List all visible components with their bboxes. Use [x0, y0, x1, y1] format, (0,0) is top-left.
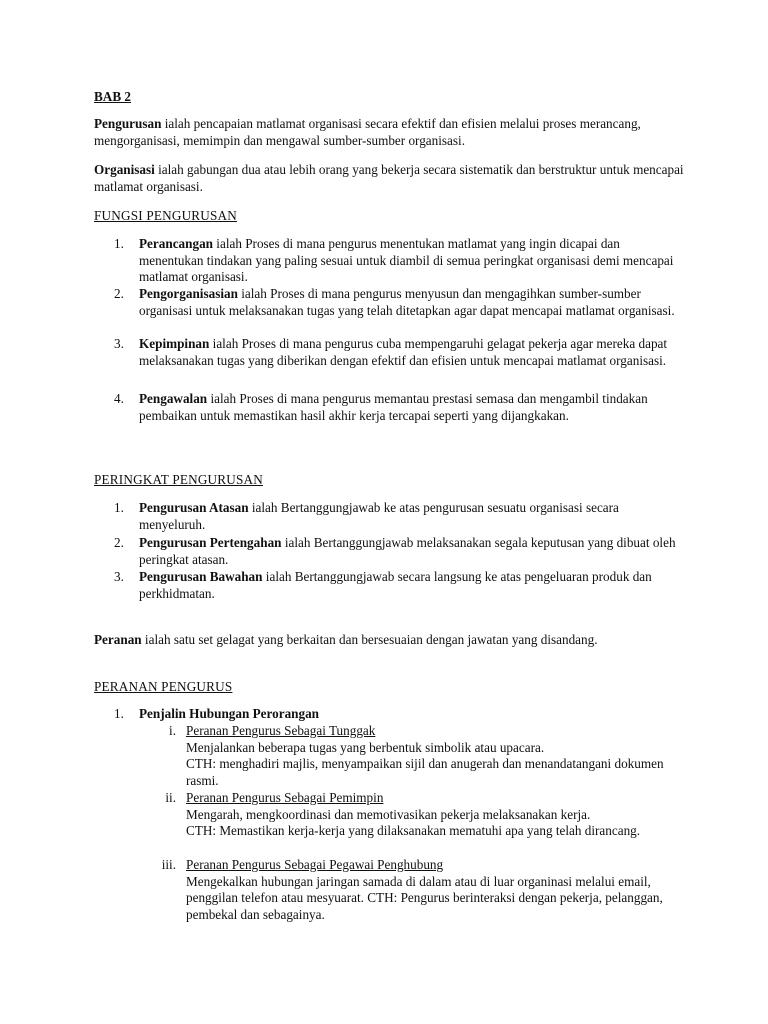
definition-term: Organisasi — [94, 162, 155, 177]
sub-item-title: Peranan Pengurus Sebagai Tunggak — [186, 723, 376, 738]
definition-pengurusan — [94, 116, 694, 149]
list-number: 1. — [114, 500, 124, 515]
list-item-perancangan: Perancangan ialah Proses di mana pengurus menentukan matlamat yang ingin dicapai dan menentukan tindakan yang paling sesuai untuk diambil di semua peringkat organisasi demi mencapai matlamat organisasi. — [139, 236, 674, 284]
list-item-pengawalan: Pengawalan ialah Proses di mana pengurus memantau prestasi semasa dan mengambil tindakan pembaikan untuk memastikan hasil akhir kerja tercapai seperti yang dijangkakan. — [139, 391, 648, 423]
definition-text: ialah satu set gelagat yang berkaitan dan bersesuaian dengan jawatan yang disandang. — [144, 632, 598, 647]
list-number: 2. — [114, 286, 124, 301]
chapter-title: BAB 2 — [94, 89, 132, 104]
list-number: 1. — [114, 706, 124, 721]
definition-term: Peranan — [94, 632, 142, 647]
sub-item-example: CTH: Memastikan kerja-kerja yang dilaksanakan mematuhi apa yang telah dirancang. — [186, 823, 641, 838]
list-number: 3. — [114, 569, 124, 584]
list-item-pengorganisasian: Pengorganisasian ialah Proses di mana pengurus menyusun dan mengagihkan sumber-sumber organisasi untuk melaksanakan tugas yang telah ditetapkan agar dapat mencapai matlamat organisasi. — [139, 286, 675, 318]
list-number: 4. — [114, 391, 124, 406]
sub-item-text: Mengekalkan hubungan jaringan samada di dalam atau di luar organinasi melalui email, penggilan telefon atau mesyuarat. CTH: Pengurus berinteraksi dengan pekerja, pelanggan, pembekal dan sebagainya. — [186, 873, 663, 922]
sub-item-tunggak — [186, 723, 686, 789]
roman-number: iii. — [161, 857, 176, 872]
sub-item-title: Peranan Pengurus Sebagai Pemimpin — [186, 790, 384, 805]
list-number: 2. — [114, 535, 124, 550]
roman-number: ii. — [165, 790, 176, 805]
definition-peranan — [94, 632, 694, 649]
list-number: 3. — [114, 336, 124, 351]
section-heading-peranan: PERANAN PENGURUS — [94, 679, 233, 694]
list-item-bawahan: Pengurusan Bawahan ialah Bertanggungjawab secara langsung ke atas pengeluaran produk dan perkhidmatan. — [139, 569, 652, 601]
definition-text: ialah gabungan dua atau lebih orang yang bekerja secara sistematik dan berstruktur untuk mencapai matlamat organisasi. — [94, 162, 684, 194]
sub-item-example: CTH: menghadiri majlis, menyampaikan sijil dan anugerah dan menandatangani dokumen rasmi. — [186, 756, 664, 788]
sub-item-text: Menjalankan beberapa tugas yang berbentuk simbolik atau upacara. — [186, 739, 545, 755]
list-item-penjalin-hubungan: Penjalin Hubungan Perorangan — [139, 706, 320, 721]
section-heading-fungsi: FUNGSI PENGURUSAN — [94, 208, 237, 223]
list-number: 1. — [114, 236, 124, 251]
list-item-kepimpinan: Kepimpinan ialah Proses di mana pengurus cuba mempengaruhi gelagat pekerja agar mereka dapat melaksanakan tugas yang diberikan dengan efektif dan efisien untuk mencapai matlamat organisasi. — [139, 336, 668, 368]
definition-term: Pengurusan — [94, 116, 162, 131]
list-item-atasan: Pengurusan Atasan ialah Bertanggungjawab ke atas pengurusan sesuatu organisasi secara menyeluruh. — [139, 500, 619, 532]
list-item-pertengahan: Pengurusan Pertengahan ialah Bertanggungjawab melaksanakan segala keputusan yang dibuat oleh peringkat atasan. — [139, 535, 676, 567]
definition-text: ialah pencapaian matlamat organisasi secara efektif dan efisien melalui proses merancang, mengorganisasi, memimpin dan mengawal sumber-sumber organisasi. — [94, 116, 641, 148]
sub-item-title: Peranan Pengurus Sebagai Pegawai Penghubung — [186, 857, 444, 872]
roman-number: i. — [169, 723, 176, 738]
section-heading-peringkat: PERINGKAT PENGURUSAN — [94, 472, 263, 487]
sub-item-pegawai-penghubung — [186, 857, 686, 923]
sub-item-pemimpin — [186, 790, 686, 840]
definition-organisasi — [94, 162, 694, 195]
sub-item-text: Mengarah, mengkoordinasi dan memotivasikan pekerja melaksanakan kerja. — [186, 806, 591, 822]
